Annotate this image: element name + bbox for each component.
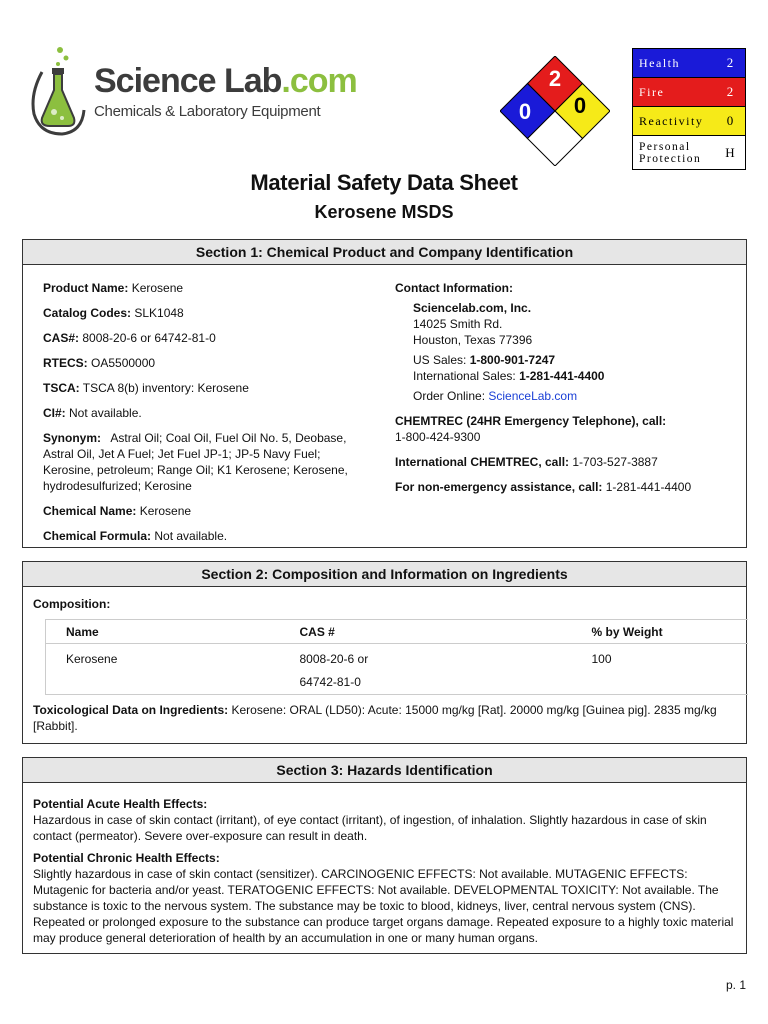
hmis-fire-label: Fire — [639, 84, 665, 99]
hmis-ppe-label: Personal Protection — [639, 140, 702, 165]
chronic-effects: Potential Chronic Health Effects: Slightly hazardous in case of skin contact (sensitizer). CARCINOGENIC EFFECTS: Not available. MUTAGENIC EFFECTS: Mutagenic for bacteria and/or yeast. TERATOGENIC EFFECTS: Not available. DEVELOPMENTAL TOXICITY: Not available. The substance is toxic to the nervous system. The substance may be toxic to blood, kidneys, liver, central nervous system (CNS). Repeated or prolonged exposure to the substance can produce target organs damage. Repeated exposure to a highly toxic material may produce general deterioration of health by an accumulation in one or many human organs. — [33, 851, 734, 945]
hmis-fire-row — [633, 78, 745, 107]
intl-sales: International Sales: 1-281-441-4400 — [413, 369, 605, 383]
contact-label: Contact Information: — [395, 281, 513, 295]
rtecs: RTECS: OA5500000 — [43, 356, 156, 370]
contact-info-column — [395, 280, 735, 504]
address-line-1: 14025 Smith Rd. — [413, 317, 503, 331]
sales-phones — [395, 352, 735, 384]
nfpa-health: 0 — [518, 99, 532, 124]
nfpa-flammability: 2 — [548, 66, 562, 91]
hmis-label — [632, 48, 746, 170]
ci-number: CI#: Not available. — [43, 406, 142, 420]
hmis-health-value: 2 — [726, 55, 734, 70]
product-info-column — [43, 280, 373, 553]
section-2 — [22, 561, 747, 744]
intl-chemtrec: International CHEMTREC, call: 1-703-527-3887 — [395, 455, 658, 469]
hazards-body — [33, 796, 738, 952]
synonym: Synonym: Astral Oil; Coal Oil, Fuel Oil No. 5, Deobase, Astral Oil, Jet A Fuel; Jet Fuel JP-1; JP-5 Navy Fuel; Kerosine, petroleum; Range Oil; K1 Kerosene; Kerosene, hydrodesulfurized; Kerosine — [43, 431, 352, 493]
column-header-name: Name — [46, 620, 280, 644]
sciencelab-logo — [20, 44, 357, 140]
order-online: Order Online: ScienceLab.com — [413, 389, 578, 403]
ingredient-weight: 100 — [591, 652, 612, 666]
logo-wordmark: Science Lab.com — [94, 62, 357, 100]
company-name: Sciencelab.com, Inc. — [413, 301, 532, 315]
hmis-health-label: Health — [639, 55, 680, 70]
composition-table — [45, 619, 748, 695]
chemical-formula: Chemical Formula: Not available. — [43, 529, 228, 543]
address-line-2: Houston, Texas 77396 — [413, 333, 533, 347]
hmis-ppe-value: H — [725, 144, 735, 160]
hmis-reactivity-row — [633, 107, 745, 136]
section-1-heading: Section 1: Chemical Product and Company Identification — [23, 240, 746, 265]
hmis-fire-value: 2 — [726, 84, 734, 99]
tsca: TSCA: TSCA 8(b) inventory: Kerosene — [43, 381, 249, 395]
hmis-ppe-row — [633, 136, 745, 169]
page-number: p. 1 — [725, 978, 746, 992]
company-address — [395, 300, 735, 348]
table-row — [46, 644, 749, 695]
logo-tagline: Chemicals & Laboratory Equipment — [94, 103, 321, 120]
product-name: Product Name: Kerosene — [43, 281, 184, 295]
hmis-health-row — [633, 49, 745, 78]
chemical-name: Chemical Name: Kerosene — [43, 504, 192, 518]
flask-icon — [20, 44, 94, 140]
section-3 — [22, 757, 747, 954]
ingredient-name: Kerosene — [66, 652, 118, 666]
order-online-link[interactable]: ScienceLab.com — [488, 389, 578, 403]
chemtrec: CHEMTREC (24HR Emergency Telephone), call: 1-800-424-9300 — [395, 414, 667, 444]
document-subtitle: Kerosene MSDS — [314, 202, 454, 222]
document-title: Material Safety Data Sheet — [250, 170, 518, 195]
column-header-cas: CAS # — [280, 620, 572, 644]
nfpa-diamond — [500, 56, 610, 166]
ingredient-cas: 8008-20-6 or 64742-81-0 — [299, 652, 369, 689]
nfpa-reactivity: 0 — [573, 93, 587, 118]
section-2-heading: Section 2: Composition and Information on Ingredients — [23, 562, 746, 587]
section-3-heading: Section 3: Hazards Identification — [23, 758, 746, 783]
column-header-weight: % by Weight — [572, 620, 749, 644]
hmis-reactivity-value: 0 — [726, 113, 734, 128]
table-header-row — [46, 620, 749, 644]
acute-effects: Potential Acute Health Effects: Hazardous in case of skin contact (irritant), of eye contact (irritant), of ingestion, of inhalation. Slightly hazardous in case of skin contact (permeator). Severe over-exposure can result in death. — [33, 797, 707, 843]
catalog-codes: Catalog Codes: SLK1048 — [43, 306, 184, 320]
composition-label: Composition: — [33, 597, 111, 611]
non-emergency: For non-emergency assistance, call: 1-281-441-4400 — [395, 480, 692, 494]
cas-number: CAS#: 8008-20-6 or 64742-81-0 — [43, 331, 216, 345]
toxicological-data: Toxicological Data on Ingredients: Kerosene: ORAL (LD50): Acute: 15000 mg/kg [Rat]. 20000 mg/kg [Guinea pig]. 2835 mg/kg [Rabbit]. — [33, 703, 717, 733]
section-1 — [22, 239, 747, 548]
us-sales: US Sales: 1-800-901-7247 — [413, 353, 556, 367]
hmis-reactivity-label: Reactivity — [639, 113, 704, 128]
